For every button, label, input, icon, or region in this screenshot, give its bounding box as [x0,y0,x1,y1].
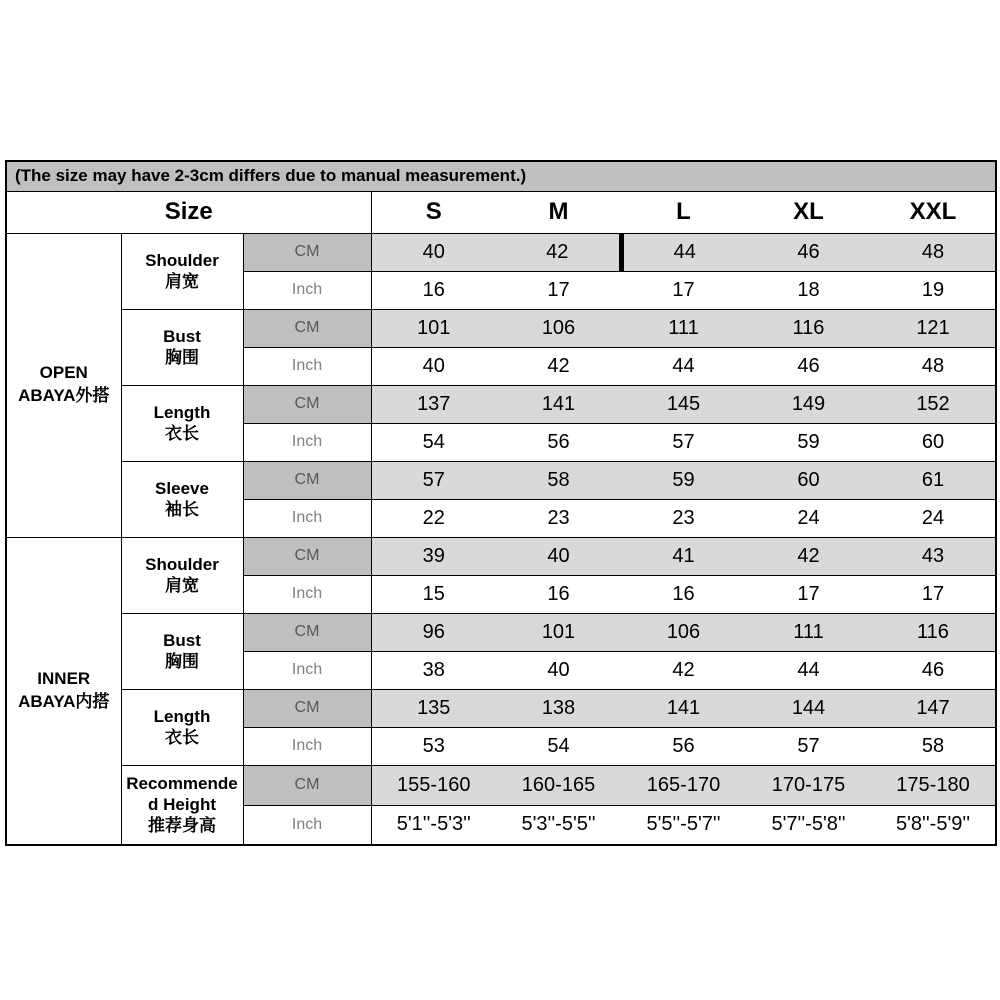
value-cell: 149 [746,385,871,423]
value-cell: 59 [746,423,871,461]
unit-label-inch: Inch [243,575,371,613]
value-cell: 57 [371,461,496,499]
value-cell: 16 [496,575,621,613]
column-header-l: L [621,191,746,233]
unit-label-cm: CM [243,461,371,499]
value-cell: 42 [621,651,746,689]
value-cell: 5'7''-5'8'' [746,805,871,845]
unit-label-inch: Inch [243,271,371,309]
value-cell: 145 [621,385,746,423]
column-header-xl: XL [746,191,871,233]
value-cell: 165-170 [621,765,746,805]
table-row [6,191,996,233]
value-cell: 39 [371,537,496,575]
value-cell: 61 [871,461,996,499]
table-row [6,233,996,271]
value-cell: 22 [371,499,496,537]
value-cell: 56 [621,727,746,765]
value-cell: 137 [371,385,496,423]
value-cell: 17 [746,575,871,613]
value-cell: 144 [746,689,871,727]
unit-label-cm: CM [243,689,371,727]
unit-label-cm: CM [243,309,371,347]
unit-label-cm: CM [243,613,371,651]
value-cell: 15 [371,575,496,613]
value-cell: 40 [371,347,496,385]
measurement-label-cell [121,461,243,537]
measurement-label-en: Recommended Height [126,773,238,815]
size-chart-table [5,160,997,846]
value-cell: 5'5''-5'7'' [621,805,746,845]
value-cell: 155-160 [371,765,496,805]
measurement-label-cell [121,233,243,309]
value-cell: 40 [496,537,621,575]
measurement-label-cell [121,613,243,689]
value-cell: 40 [496,651,621,689]
value-cell: 16 [621,575,746,613]
measurement-label-zh: 推荐身高 [148,816,216,836]
value-cell: 116 [871,613,996,651]
value-cell: 46 [746,233,871,271]
value-cell: 44 [621,347,746,385]
unit-label-inch: Inch [243,499,371,537]
column-header-s: S [371,191,496,233]
value-cell: 53 [371,727,496,765]
size-header: Size [6,191,371,233]
value-cell: 41 [621,537,746,575]
value-cell: 152 [871,385,996,423]
column-header-xxl: XXL [871,191,996,233]
value-cell: 60 [871,423,996,461]
value-cell: 24 [746,499,871,537]
value-cell: 42 [496,233,621,271]
measurement-label-cell [121,689,243,765]
value-cell: 60 [746,461,871,499]
measurement-label-en: Shoulder [145,554,219,574]
value-cell: 147 [871,689,996,727]
value-cell: 58 [871,727,996,765]
table-row [6,385,996,423]
value-cell: 101 [496,613,621,651]
value-cell: 48 [871,233,996,271]
value-cell: 17 [496,271,621,309]
value-cell: 44 [621,233,746,271]
value-cell: 59 [621,461,746,499]
value-cell: 141 [496,385,621,423]
section-label-inner-abaya: INNER ABAYA内搭 [6,537,121,845]
measurement-label-en: Shoulder [145,250,219,270]
measurement-label-zh: 肩宽 [165,576,199,595]
measurement-note: (The size may have 2-3cm differs due to manual measurement.) [6,161,996,191]
value-cell: 5'3''-5'5'' [496,805,621,845]
value-cell: 42 [746,537,871,575]
value-cell: 141 [621,689,746,727]
measurement-label-cell [121,385,243,461]
table-row [6,613,996,651]
measurement-label-zh: 胸围 [165,348,199,367]
value-cell: 42 [496,347,621,385]
value-cell: 43 [871,537,996,575]
value-cell: 18 [746,271,871,309]
measurement-label-zh: 衣长 [165,728,199,747]
measurement-label-cell [121,765,243,845]
value-cell: 48 [871,347,996,385]
unit-label-inch: Inch [243,805,371,845]
measurement-label-zh: 袖长 [165,500,199,519]
value-cell: 138 [496,689,621,727]
value-cell: 56 [496,423,621,461]
table-row [6,161,996,191]
measurement-label-en: Length [153,706,211,726]
value-cell: 57 [746,727,871,765]
measurement-label-zh: 胸围 [165,652,199,671]
table-row [6,765,996,805]
value-cell: 175-180 [871,765,996,805]
value-cell: 170-175 [746,765,871,805]
measurement-label-en: Bust [163,630,201,650]
table-row [6,537,996,575]
measurement-label-zh: 肩宽 [165,272,199,291]
value-cell: 38 [371,651,496,689]
value-cell: 23 [621,499,746,537]
unit-label-inch: Inch [243,347,371,385]
value-cell: 96 [371,613,496,651]
measurement-label-cell [121,537,243,613]
value-cell: 57 [621,423,746,461]
value-cell: 111 [746,613,871,651]
unit-label-inch: Inch [243,423,371,461]
value-cell: 17 [871,575,996,613]
table-row [6,309,996,347]
unit-label-cm: CM [243,537,371,575]
value-cell: 46 [746,347,871,385]
value-cell: 160-165 [496,765,621,805]
value-cell: 135 [371,689,496,727]
measurement-label-cell [121,309,243,385]
value-cell: 40 [371,233,496,271]
measurement-label-zh: 衣长 [165,424,199,443]
column-header-m: M [496,191,621,233]
value-cell: 116 [746,309,871,347]
table-row [6,689,996,727]
section-label-open-abaya: OPEN ABAYA外搭 [6,233,121,537]
value-cell: 16 [371,271,496,309]
value-cell: 46 [871,651,996,689]
value-cell: 54 [496,727,621,765]
measurement-label-en: Sleeve [155,478,209,498]
measurement-label-en: Bust [163,326,201,346]
unit-label-cm: CM [243,385,371,423]
value-cell: 106 [496,309,621,347]
value-cell: 23 [496,499,621,537]
value-cell: 106 [621,613,746,651]
value-cell: 44 [746,651,871,689]
value-cell: 111 [621,309,746,347]
unit-label-inch: Inch [243,727,371,765]
value-cell: 5'8''-5'9'' [871,805,996,845]
unit-label-cm: CM [243,233,371,271]
value-cell: 19 [871,271,996,309]
value-cell: 5'1''-5'3'' [371,805,496,845]
measurement-label-en: Length [153,402,211,422]
unit-label-cm: CM [243,765,371,805]
value-cell: 58 [496,461,621,499]
value-cell: 121 [871,309,996,347]
value-cell: 24 [871,499,996,537]
value-cell: 17 [621,271,746,309]
value-cell: 101 [371,309,496,347]
value-cell: 54 [371,423,496,461]
table-row [6,461,996,499]
unit-label-inch: Inch [243,651,371,689]
